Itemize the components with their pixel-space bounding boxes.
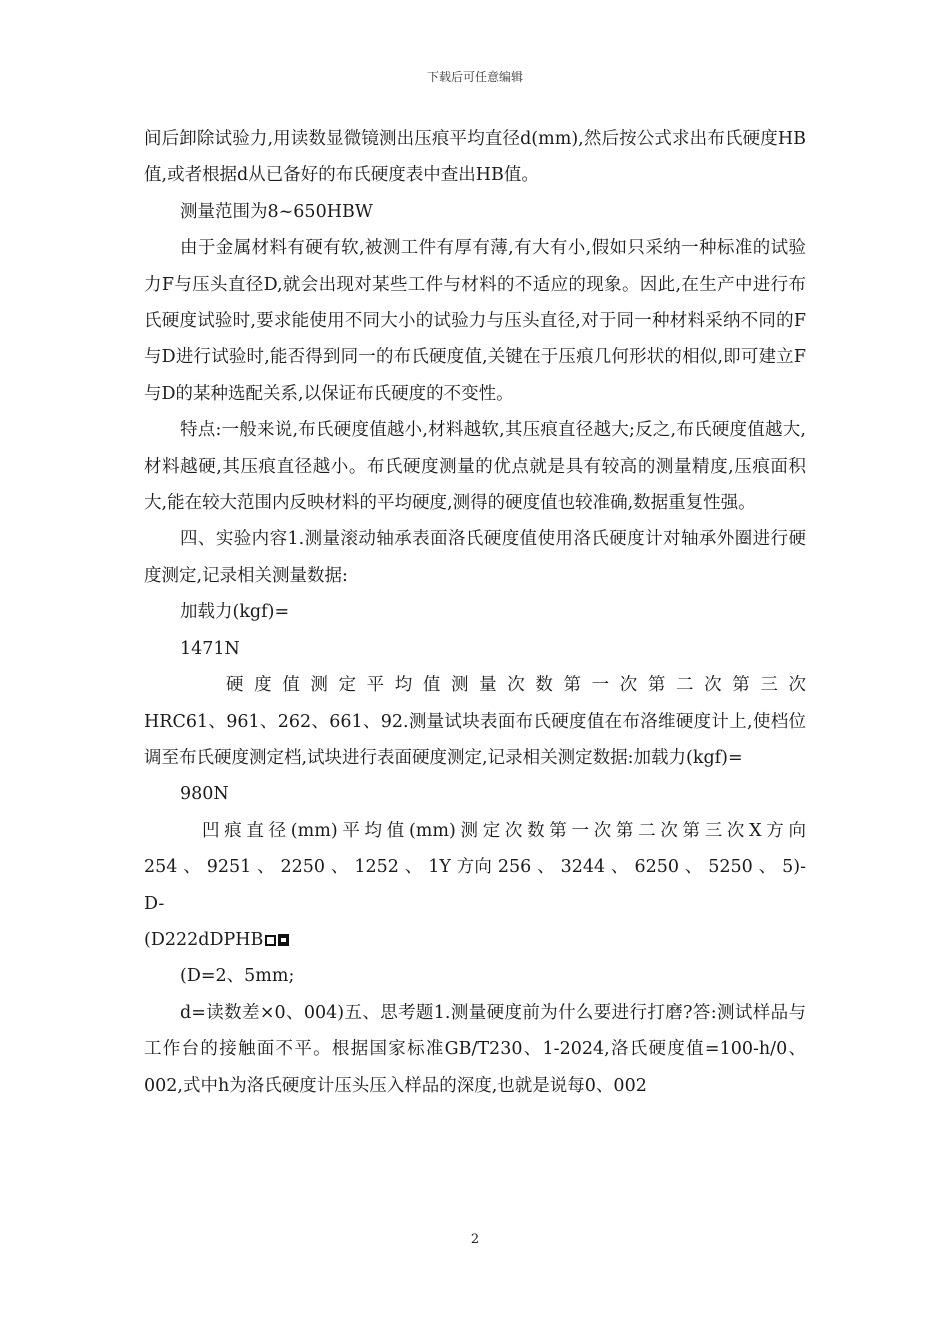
formula-text: (D222dDPHB bbox=[144, 929, 264, 950]
paragraph-indent-values: 254 、 9251 、 2250 、 1252 、 1Y 方向 256 、 3244 、 6250 、 5250 、 5)-D- bbox=[144, 857, 806, 914]
paragraph-980n: 980N bbox=[180, 784, 229, 805]
paragraph-1471n: 1471N bbox=[180, 638, 240, 659]
page-number: 2 bbox=[470, 1232, 480, 1247]
paragraph-d-value: (D=2、5mm; bbox=[180, 966, 295, 987]
paragraph-features: 特点:一般来说,布氏硬度值越小,材料越软,其压痕直径越大;反之,布氏硬度值越大,材料越硬,其压痕直径越小。布氏硬度测量的优点就是具有较高的测量精度,压痕面积大,能在较大范围内反映材料的平均硬度,测得的硬度值也较准确,数据重复性强。 bbox=[144, 420, 806, 514]
paragraph-hrc-values: HRC61、961、262、661、92.测量试块表面布氏硬度值在布洛维硬度计上,使档位调至布氏硬度测定档,试块进行表面硬度测定,记录相关测定数据:加载力(kgf)= bbox=[144, 711, 806, 768]
paragraph-indent-table-header: 凹痕直径(mm)平均值(mm)测定次数第一次第二次第三次X方向 bbox=[202, 820, 806, 841]
missing-glyph-icon bbox=[265, 935, 276, 946]
paragraph-force-diameter: 由于金属材料有硬有软,被测工件有厚有薄,有大有小,假如只采纳一种标准的试验力F与压头直径D,就会出现对某些工件与材料的不适应的现象。因此,在生产中进行布氏硬度试验时,要求能使用不同大小的试验力与压头直径,对于同一种材料采纳不同的F与D进行试验时,能否得到同一的布氏硬度值,关键在于压痕几何形状的相似,即可建立F与D的某种选配关系,以保证布氏硬度的不变性。 bbox=[144, 238, 806, 404]
page-header: 下载后可任意编辑 bbox=[426, 70, 523, 84]
paragraph-hardness-table-header: 硬度值测定平均值测量次数第一次第二次第三次 bbox=[226, 675, 806, 696]
paragraph-hb-method: 间后卸除试验力,用读数显微镜测出压痕平均直径d(mm),然后按公式求出布氏硬度HB值,或者根据d从已备好的布氏硬度表中查出HB值。 bbox=[144, 129, 806, 186]
paragraph-experiment-content: 四、实验内容1.测量滚动轴承表面洛氏硬度值使用洛氏硬度计对轴承外圈进行硬度测定,记录相关测量数据: bbox=[144, 529, 806, 586]
paragraph-formula bbox=[144, 922, 806, 958]
paragraph-measure-range: 测量范围为8~650HBW bbox=[180, 201, 373, 222]
document-body bbox=[144, 121, 806, 1104]
paragraph-load-force: 加载力(kgf)= bbox=[180, 602, 290, 623]
missing-glyph-icon bbox=[278, 934, 289, 946]
paragraph-questions: d=读数差×0、004)五、思考题1.测量硬度前为什么要进行打磨?答:测试样品与工作台的接触面不平。根据国家标准GB/T230、1-2024,洛氏硬度值=100-h/0、002,式中h为洛氏硬度计压头压入样品的深度,也就是说每0、002 bbox=[144, 1002, 806, 1096]
